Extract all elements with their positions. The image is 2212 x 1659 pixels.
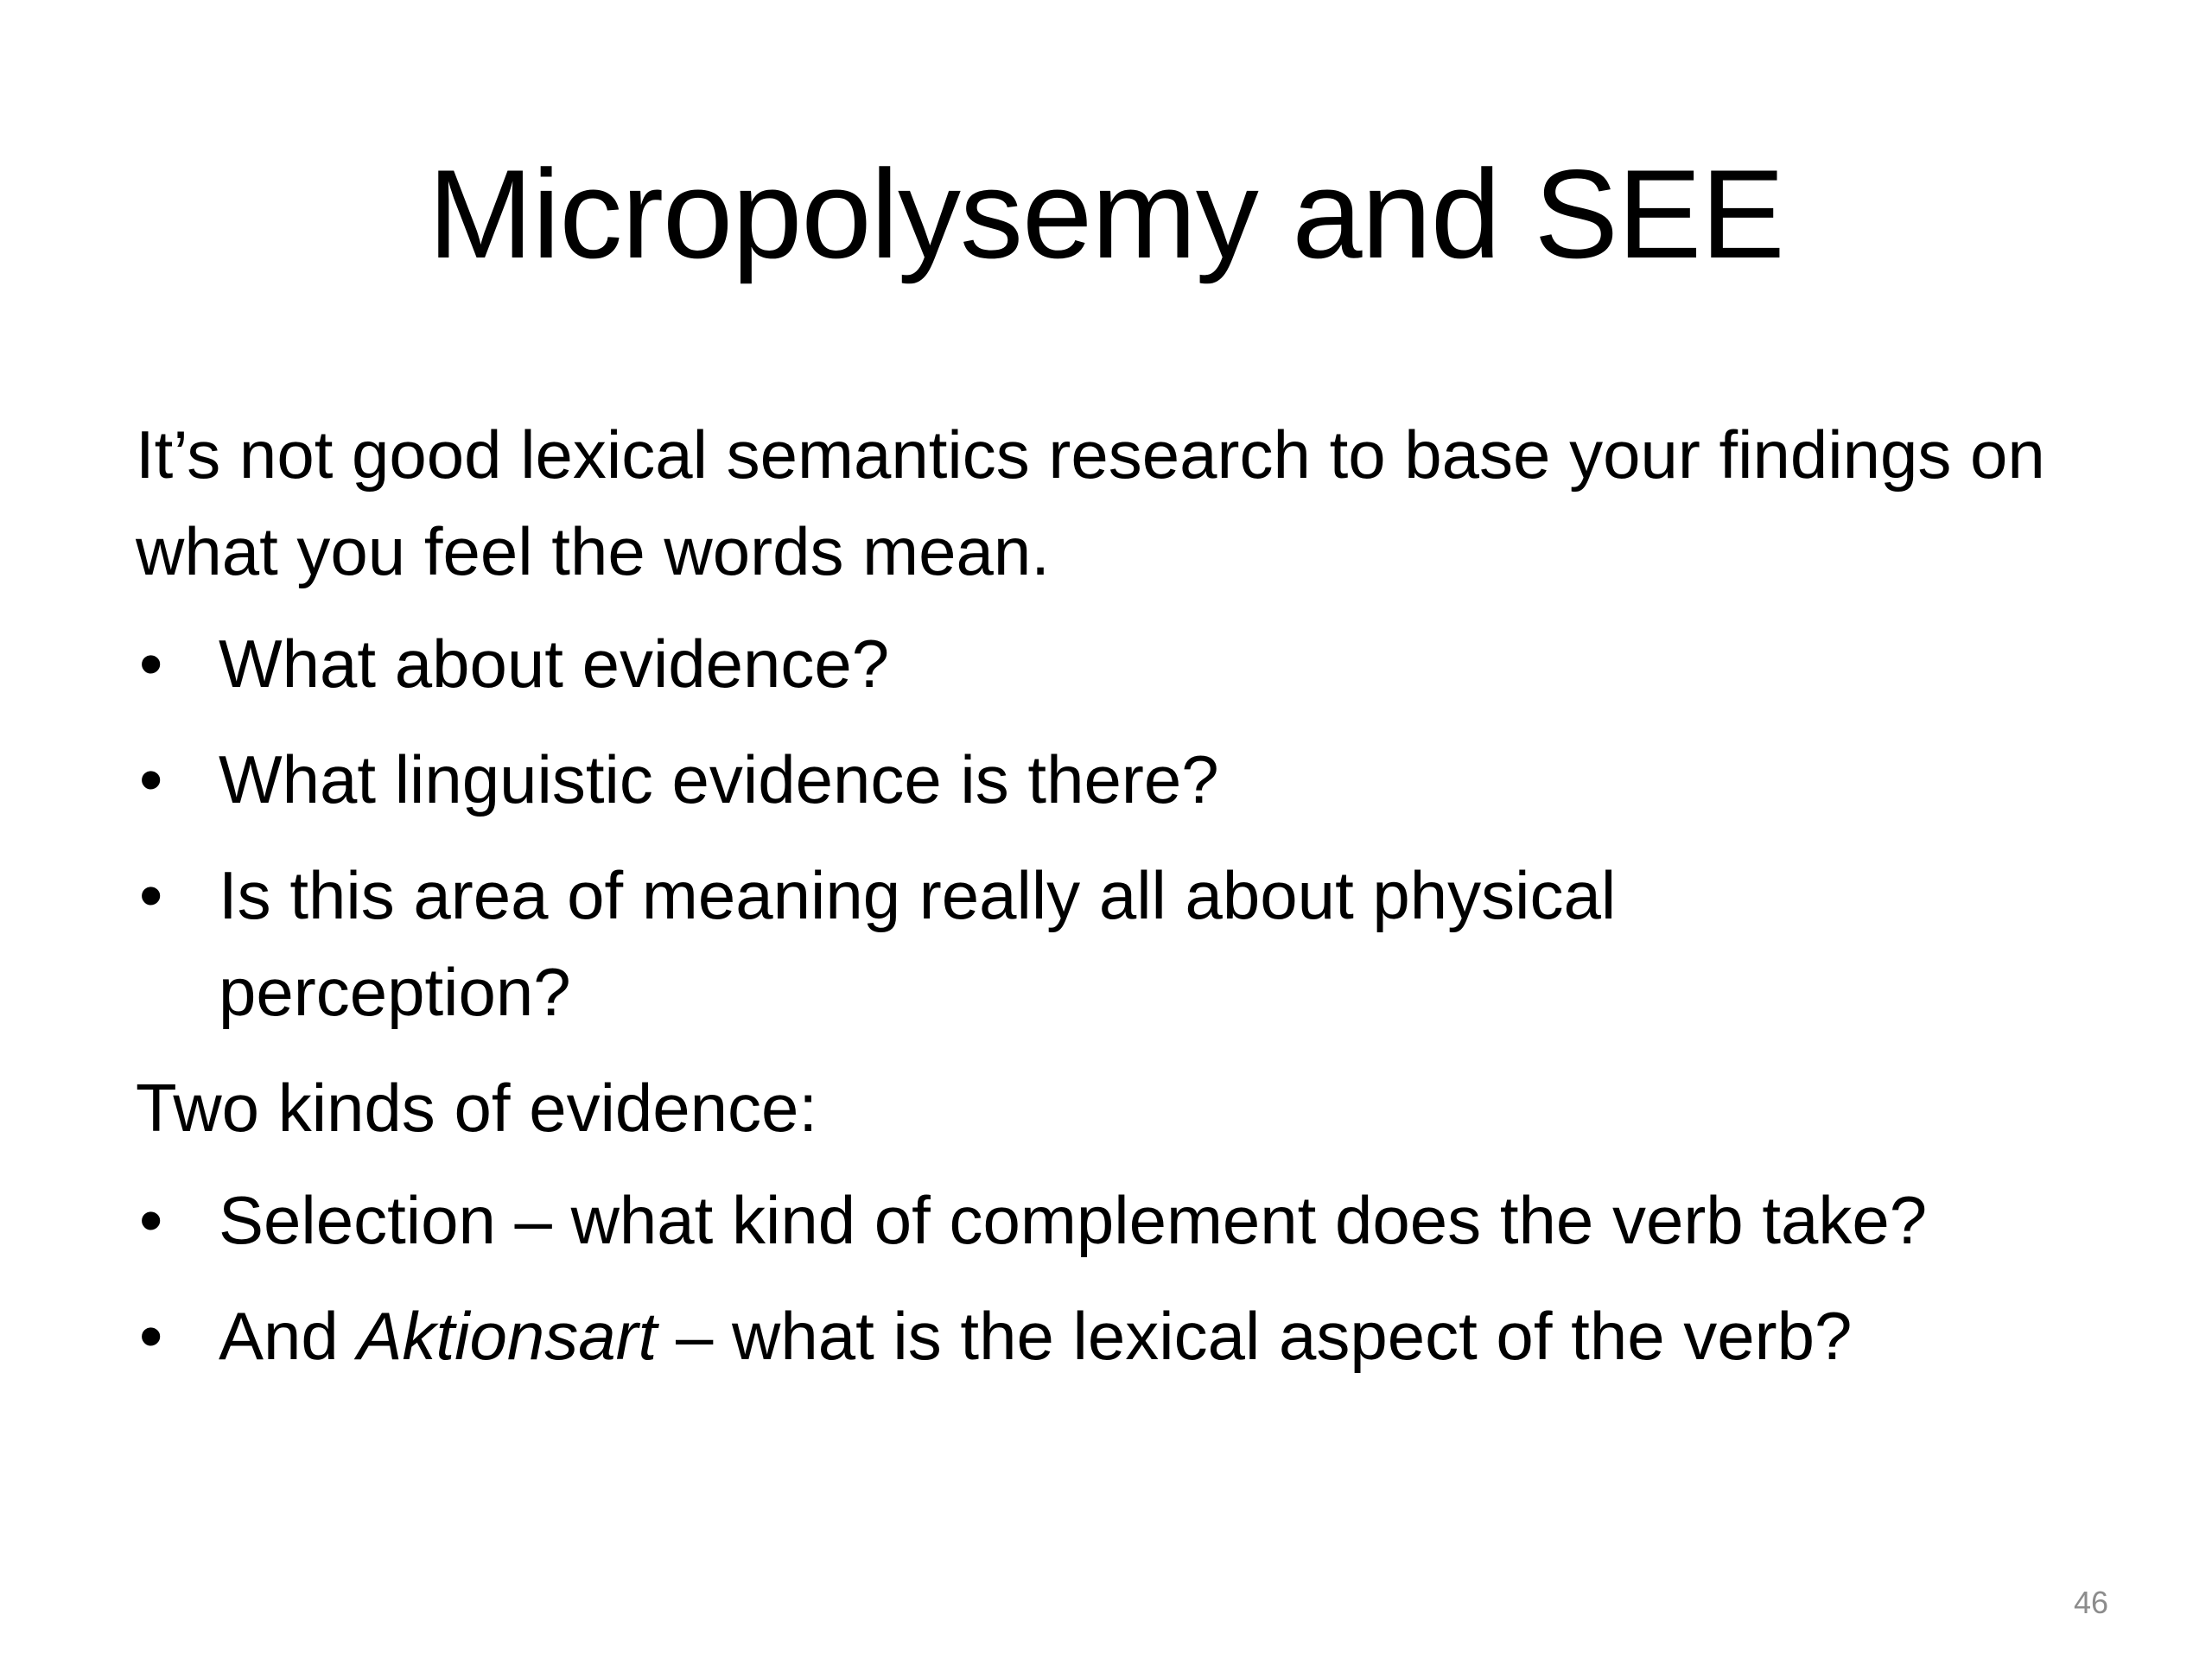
- bullet-icon: •: [139, 741, 163, 817]
- question-text: What about evidence?: [219, 626, 890, 702]
- question-text: Is this area of meaning really all about physical perception?: [219, 857, 1617, 1030]
- bullet-icon: •: [139, 626, 163, 702]
- intro-paragraph: It’s not good lexical semantics research to base your findings on what you feel the words mean.: [136, 416, 2045, 589]
- question-list: [136, 615, 2123, 1040]
- list-item: [136, 731, 2123, 828]
- evidence-selection-text: Selection – what kind of complement does the verb take?: [219, 1182, 1928, 1258]
- list-item: [136, 1287, 2123, 1384]
- slide-title: Micropolysemy and SEE: [428, 143, 1784, 284]
- bullet-icon: •: [139, 1298, 163, 1374]
- evidence-aktionsart-prefix: And: [219, 1298, 358, 1374]
- list-item: [136, 1172, 2123, 1268]
- list-item: [136, 847, 2123, 1040]
- evidence-list: [136, 1172, 2123, 1384]
- slide-body: [136, 406, 2123, 1403]
- page-number: 46: [2073, 1585, 2108, 1620]
- bullet-icon: •: [139, 857, 163, 933]
- evidence-aktionsart-suffix: – what is the lexical aspect of the verb?: [657, 1298, 1853, 1374]
- evidence-heading: Two kinds of evidence:: [136, 1070, 818, 1146]
- bullet-icon: •: [139, 1182, 163, 1258]
- aktionsart-term: Aktionsart: [357, 1298, 658, 1374]
- list-item: [136, 615, 2123, 712]
- question-text: What linguistic evidence is there?: [219, 741, 1219, 817]
